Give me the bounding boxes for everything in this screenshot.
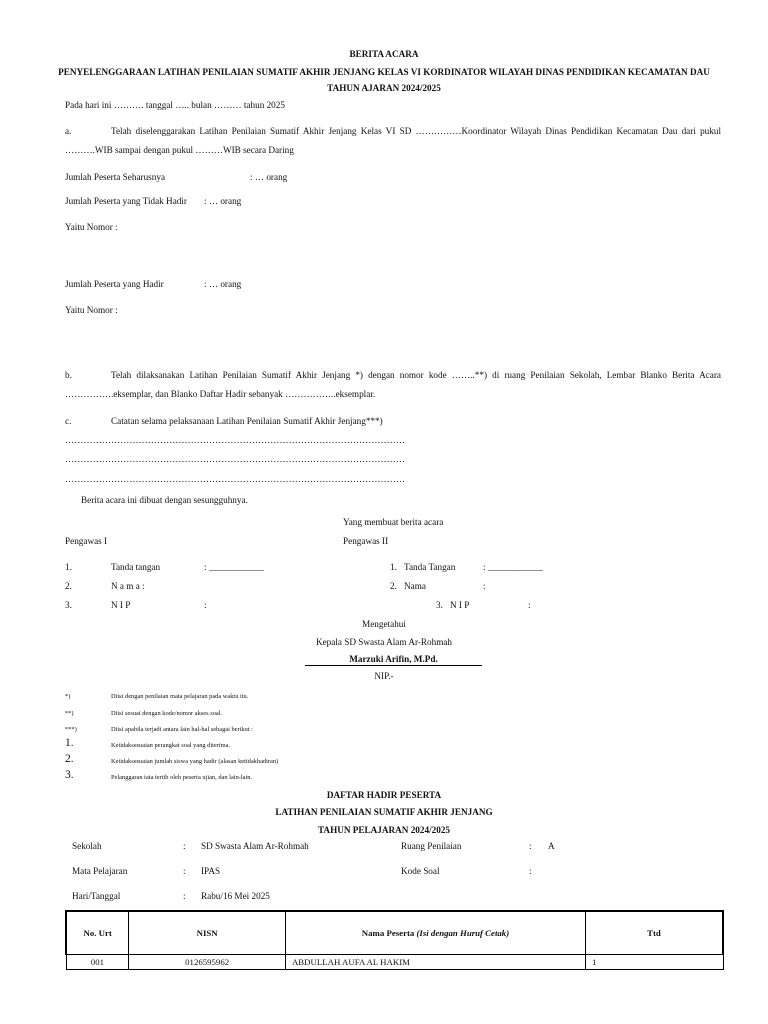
opening-line: Pada hari ini ………. tanggal ….. bulan ……… tahun 2025 xyxy=(65,100,285,110)
jumlah-hadir-value: : … orang xyxy=(204,279,242,289)
mapel-value: IPAS xyxy=(201,866,221,876)
header-nama-label: Nama Peserta xyxy=(361,928,415,938)
row-no: 001 xyxy=(66,955,129,970)
note-mark-2: **) xyxy=(65,710,74,717)
section-b-label: b. xyxy=(65,370,72,380)
p1-num-3: 3. xyxy=(65,600,72,610)
jumlah-seharusnya-value: : … orang xyxy=(250,172,288,182)
sekolah-value: SD Swasta Alam Ar-Rohmah xyxy=(201,841,309,851)
pengawas-1-title: Pengawas I xyxy=(65,536,108,546)
section-a-text: Telah diselenggarakan Latihan Penilaian Sumatif Akhir Jenjang Kelas VI SD ……………Koordinator Wilayah Dinas Pendidikan Kecamatan Dau dari pukul xyxy=(111,126,721,136)
section-b-text: Telah dilaksanakan Latihan Penilaian Sumatif Akhir Jenjang *) dengan nomor kode ……..**) di ruang Penilaian Sekolah, Lembar Blanko Berita Acara xyxy=(111,370,721,380)
section-b-text-cont: …………….eksemplar, dan Blanko Daftar Hadir sebanyak ……………..eksemplar. xyxy=(65,389,376,399)
mapel-label: Mata Pelajaran xyxy=(72,866,128,876)
table-row xyxy=(66,955,723,970)
note-item-text-1: Ketidaksesuaian perangkat soal yang diterima. xyxy=(111,742,231,749)
jumlah-hadir-label: Jumlah Peserta yang Hadir xyxy=(65,279,164,289)
ruang-value: A xyxy=(548,841,555,851)
jumlah-tidak-hadir-value: : … orang xyxy=(204,196,242,206)
p1-label-1: Tanda tangan xyxy=(111,562,161,572)
ruang-colon: : xyxy=(529,841,532,851)
p2-value-2[interactable]: : xyxy=(483,581,486,591)
note-item-num-3: 3. xyxy=(65,769,74,781)
attendance-table xyxy=(65,910,724,970)
kepala-nip: NIP.- xyxy=(374,671,394,681)
hari-value: Rabu/16 Mei 2025 xyxy=(201,891,270,901)
header-nama-peserta xyxy=(285,911,585,955)
kode-soal-colon: : xyxy=(529,866,532,876)
p2-num-2: 2. xyxy=(390,581,397,591)
p2-value-3[interactable]: : xyxy=(528,600,531,610)
yaitu-nomor-1: Yaitu Nomor : xyxy=(65,222,118,232)
p1-num-1: 1. xyxy=(65,562,72,572)
p2-value-1[interactable]: : ____________ xyxy=(483,562,543,572)
pengawas-2-title: Pengawas II xyxy=(343,536,389,546)
row-nama: ABDULLAH AUFA AL HAKIM xyxy=(285,955,585,970)
header-nisn: NISN xyxy=(129,911,286,955)
note-text-3: Diisi apabila terjadi antara lain hal-hal sebagai berikut : xyxy=(111,726,253,733)
dotted-line-1[interactable]: ………………………………………………………………………………………………… xyxy=(65,435,405,445)
yang-membuat: Yang membuat berita acara xyxy=(343,517,444,527)
p1-num-2: 2. xyxy=(65,581,72,591)
header-no-urt: No. Urt xyxy=(66,911,129,955)
p2-label-2: Nama xyxy=(404,581,426,591)
note-text-1: Diisi dengan penilaian mata pelajaran pada waktu itu. xyxy=(111,693,249,700)
kode-soal-label: Kode Soal xyxy=(401,866,440,876)
kepala-sekolah-title: Kepala SD Swasta Alam Ar-Rohmah xyxy=(315,637,453,647)
p2-num-1: 1. xyxy=(390,562,397,572)
sekolah-colon: : xyxy=(183,841,186,851)
section-a-label: a. xyxy=(65,126,72,136)
mapel-colon: : xyxy=(183,866,186,876)
note-item-num-1: 1. xyxy=(65,737,74,749)
section-c-label: c. xyxy=(65,416,72,426)
note-text-2: Diisi sesuai dengan kode/nomor akses soal. xyxy=(111,710,223,717)
dotted-line-2[interactable]: ………………………………………………………………………………………………… xyxy=(65,454,405,464)
table-header-row xyxy=(66,911,723,955)
daftar-hadir-year: TAHUN PELAJARAN 2024/2025 xyxy=(317,825,451,835)
p1-value-1[interactable]: : ____________ xyxy=(204,562,264,572)
daftar-hadir-title: DAFTAR HADIR PESERTA xyxy=(326,790,442,800)
note-mark-1: *) xyxy=(65,693,71,700)
header-ttd: Ttd xyxy=(585,911,723,955)
hari-colon: : xyxy=(183,891,186,901)
section-c-text: Catatan selama pelaksanaan Latihan Penilaian Sumatif Akhir Jenjang***) xyxy=(111,416,383,426)
closing-statement: Berita acara ini dibuat dengan sesungguhnya. xyxy=(81,495,248,505)
ruang-label: Ruang Penilaian xyxy=(401,841,462,851)
p1-label-2: N a m a : xyxy=(111,581,145,591)
p2-num-3: 3. xyxy=(436,600,443,610)
doc-subtitle: PENYELENGGARAAN LATIHAN PENILAIAN SUMATIF AKHIR JENJANG KELAS VI KORDINATOR WILAYAH DINAS PENDIDIKAN KECAMATAN DAU xyxy=(58,67,710,77)
header-nama-hint: (Isi dengan Huruf Cetak) xyxy=(416,928,510,938)
section-a-text-cont: ……….WIB sampai dengan pukul ………WIB secara Daring xyxy=(65,145,294,155)
dotted-line-3[interactable]: ………………………………………………………………………………………………… xyxy=(65,474,405,484)
doc-title: BERITA ACARA xyxy=(349,49,419,59)
note-mark-3: ***) xyxy=(65,726,77,733)
note-item-num-2: 2. xyxy=(65,753,74,765)
p1-label-3: N I P xyxy=(111,600,131,610)
sekolah-label: Sekolah xyxy=(72,841,102,851)
kepala-sekolah-name: Marzuki Arifin, M.Pd. xyxy=(305,654,482,666)
jumlah-seharusnya-label: Jumlah Peserta Seharusnya xyxy=(65,172,166,182)
p1-value-3[interactable]: : xyxy=(204,600,207,610)
row-ttd[interactable]: 1 xyxy=(585,955,723,970)
note-item-text-2: Ketidaksesuaian jumlah siswa yang hadir (alasan ketidakhadiran) xyxy=(111,758,279,765)
yaitu-nomor-2: Yaitu Nomor : xyxy=(65,305,118,315)
hari-label: Hari/Tanggal xyxy=(72,891,121,901)
note-item-text-3: Pelanggaran tata tertib oleh peserta ujian, dan lain-lain. xyxy=(111,774,253,781)
row-nisn: 0126595962 xyxy=(129,955,286,970)
doc-year: TAHUN AJARAN 2024/2025 xyxy=(327,83,441,93)
daftar-hadir-subtitle: LATIHAN PENILAIAN SUMATIF AKHIR JENJANG xyxy=(275,807,493,817)
mengetahui: Mengetahui xyxy=(362,619,406,629)
jumlah-tidak-hadir-label: Jumlah Peserta yang Tidak Hadir xyxy=(65,196,187,206)
p2-label-1: Tanda Tangan xyxy=(404,562,456,572)
p2-label-3: N I P xyxy=(450,600,470,610)
